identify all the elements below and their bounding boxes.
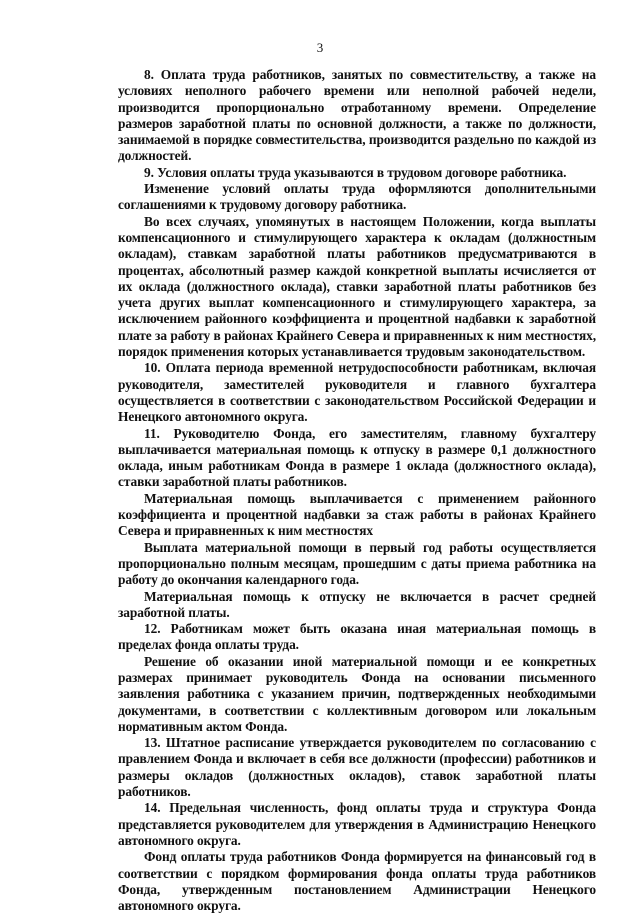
paragraph-conditions-change: Изменение условий оплаты труда оформляются дополнительными соглашениями к трудовому договору работника.: [118, 181, 596, 213]
paragraph-other-aid-decision: Решение об оказании иной материальной помощи и ее конкретных размерах принимает руководитель Фонда на основании письменного заявления работника с указанием причин, подтвержденных необходимыми документами, в соответствии с коллективным договором или локальным нормативным актом Фонда.: [118, 653, 596, 734]
page-number: 3: [316, 40, 324, 55]
paragraph-item-8: 8. Оплата труда работников, занятых по совместительству, а также на условиях неполного рабочего времени или неполной рабочей недели, производится пропорционально отработанному времени. Определение размеров заработной платы по основной должности, а также по должности, занимаемой в порядке совместительства, производится раздельно по каждой из должностей.: [118, 67, 596, 164]
paragraph-item-14: 14. Предельная численность, фонд оплаты труда и структура Фонда представляется руководителем для утверждения в Администрацию Ненецкого автономного округа.: [118, 800, 596, 848]
document-body: [118, 67, 596, 914]
paragraph-item-11: 11. Руководителю Фонда, его заместителям, главному бухгалтеру выплачивается материальная помощь к отпуску в размере 0,1 должностного оклада, иным работникам Фонда в размере 1 оклада (должностного оклада), ставки заработной платы работников.: [118, 425, 596, 490]
paragraph-percent-payments: Во всех случаях, упомянутых в настоящем Положении, когда выплаты компенсационного и стимулирующего характера к окладам (должностным окладам), ставкам заработной платы работников предусматриваются в процентах, абсолютный размер каждой конкретной выплаты исчисляется от их оклада (должностного оклада), ставки заработной платы работников без учета других выплат компенсационного и стимулирующего характера, за исключением районного коэффициента и процентной надбавки к заработной плате за работу в районах Крайнего Севера и приравненных к ним местностях, порядок применения которых устанавливается трудовым законодательством.: [118, 213, 596, 360]
paragraph-item-9: 9. Условия оплаты труда указываются в трудовом договоре работника.: [144, 164, 567, 180]
paragraph-payroll-fund: Фонд оплаты труда работников Фонда формируется на финансовый год в соответствии с порядком формирования фонда оплаты труда работников Фонда, утвержденным постановлением Администрации Ненецкого автономного округа.: [118, 849, 596, 914]
paragraph-item-13: 13. Штатное расписание утверждается руководителем по согласованию с правлением Фонда и включает в себя все должности (профессии) работников и размеры окладов (должностных окладов), ставок заработной платы работников.: [118, 735, 596, 800]
paragraph-material-aid-average-salary: Материальная помощь к отпуску не включается в расчет средней заработной платы.: [118, 588, 596, 620]
paragraph-material-aid-coefficient: Материальная помощь выплачивается с применением районного коэффициента и процентной надбавки за стаж работы в районах Крайнего Севера и приравненных к ним местностях: [118, 490, 596, 539]
paragraph-item-12: 12. Работникам может быть оказана иная материальная помощь в пределах фонда оплаты труда.: [118, 621, 596, 653]
paragraph-material-aid-first-year: Выплата материальной помощи в первый год работы осуществляется пропорционально полным месяцам, прошедшим с даты приема работника на работу до окончания календарного года.: [118, 539, 596, 588]
paragraph-item-10: 10. Оплата периода временной нетрудоспособности работникам, включая руководителя, заместителей руководителя и главного бухгалтера осуществляется в соответствии с законодательством Российской Федерации и Ненецкого автономного округа.: [118, 360, 596, 425]
